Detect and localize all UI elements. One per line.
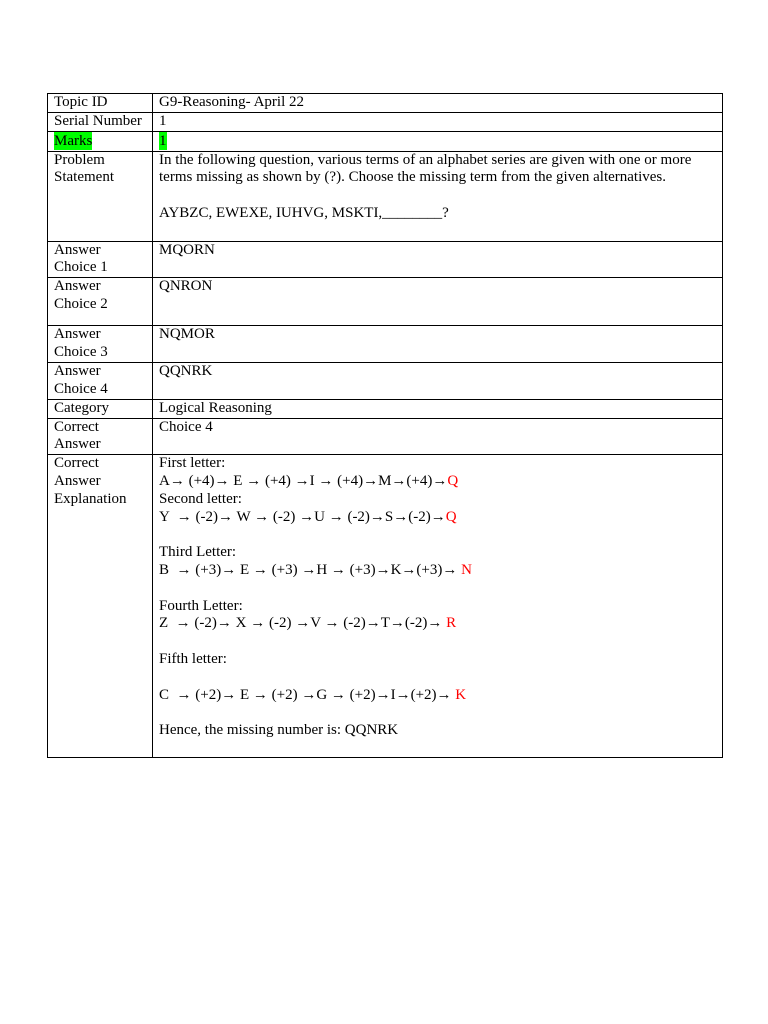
label-line: Answer [54,241,101,258]
explanation-section-fifth [159,651,718,704]
label-line: Problem [54,151,105,168]
problem-statement-cell [153,151,723,241]
step-chain: C → (+2)→ E → (+2) →G → (+2)→I→(+2)→ [159,686,456,703]
label-line: Answer [54,326,101,343]
label-line: Explanation [54,490,127,507]
section-steps [159,615,718,633]
missing-letter: Q [445,508,457,525]
step-chain: A→ (+4)→ E → (+4) →I → (+4)→M→(+4)→ [159,472,448,489]
serial-number-label [48,113,153,132]
section-heading: Second letter: [159,490,242,507]
label-line: Correct [54,418,99,435]
problem-statement-label [48,151,153,241]
label-line: Topic ID [54,94,108,110]
answer-choice-2-value: QNRON [153,278,723,326]
section-heading: Third Letter: [159,544,237,561]
answer-choice-4-label [48,362,153,399]
answer-choice-2-label [48,278,153,326]
section-heading: First letter: [159,455,226,472]
step-chain: Z → (-2)→ X → (-2) →V → (-2)→T→(-2)→ [159,615,447,632]
label-line: Category [54,399,109,416]
section-steps [159,687,718,705]
label-line: Serial Number [54,113,142,129]
label-line: Statement [54,169,114,186]
section-steps [159,562,718,580]
problem-statement-text: In the following question, various terms of an alphabet series are given with one or more terms missing as shown by (?). Choose the missing term from the given alternatives. [159,151,692,186]
marks-value: 1 [159,132,167,149]
problem-statement-row [48,151,723,241]
explanation-section-second [159,491,718,527]
topic-id-row [48,94,723,113]
section-heading: Fourth Letter: [159,597,243,614]
letter-series: AYBZC, EWEXE, IUHVG, MSKTI,________? [159,204,449,221]
step-chain: B → (+3)→ E → (+3) →H → (+3)→K→(+3)→ [159,561,462,578]
correct-answer-row [48,418,723,455]
marks-value-cell [153,131,723,151]
answer-choice-3-label [48,326,153,363]
topic-id-value: G9-Reasoning- April 22 [153,94,723,113]
missing-letter: R [446,615,457,632]
category-value: Logical Reasoning [153,399,723,418]
section-steps [159,509,718,527]
serial-number-row [48,113,723,132]
topic-id-label [48,94,153,113]
section-heading: Fifth letter: [159,650,227,667]
marks-label-cell [48,131,153,151]
answer-choice-4-value: QQNRK [153,362,723,399]
label-line: Answer [54,472,101,489]
answer-choice-2-row [48,278,723,326]
answer-choice-1-label [48,241,153,278]
label-line: Choice 3 [54,343,108,360]
answer-choice-3-value: NQMOR [153,326,723,363]
correct-answer-label [48,418,153,455]
category-label [48,399,153,418]
explanation-section-first [159,455,718,491]
label-line: Choice 1 [54,259,108,276]
answer-choice-1-row [48,241,723,278]
missing-letter: K [455,686,467,703]
answer-choice-1-value: MQORN [153,241,723,278]
section-steps [159,473,718,491]
explanation-section-third [159,544,718,580]
explanation-cell [153,455,723,758]
missing-letter: N [461,561,472,578]
answer-choice-3-row [48,326,723,363]
label-line: Answer [54,362,101,379]
category-row [48,399,723,418]
missing-letter: Q [447,472,459,489]
question-table [47,93,723,758]
explanation-label [48,455,153,758]
label-line: Choice 4 [54,380,108,397]
marks-row [48,131,723,151]
marks-label: Marks [54,132,93,149]
label-line: Answer [54,436,101,453]
answer-choice-4-row [48,362,723,399]
label-line: Choice 2 [54,295,108,312]
serial-number-value: 1 [153,113,723,132]
correct-answer-value: Choice 4 [153,418,723,455]
explanation-row [48,455,723,758]
explanation-conclusion: Hence, the missing number is: QQNRK [159,722,399,739]
step-chain: Y → (-2)→ W → (-2) →U → (-2)→S→(-2)→ [159,508,446,525]
explanation-section-fourth [159,598,718,634]
label-line: Answer [54,278,101,295]
label-line: Correct [54,455,99,472]
